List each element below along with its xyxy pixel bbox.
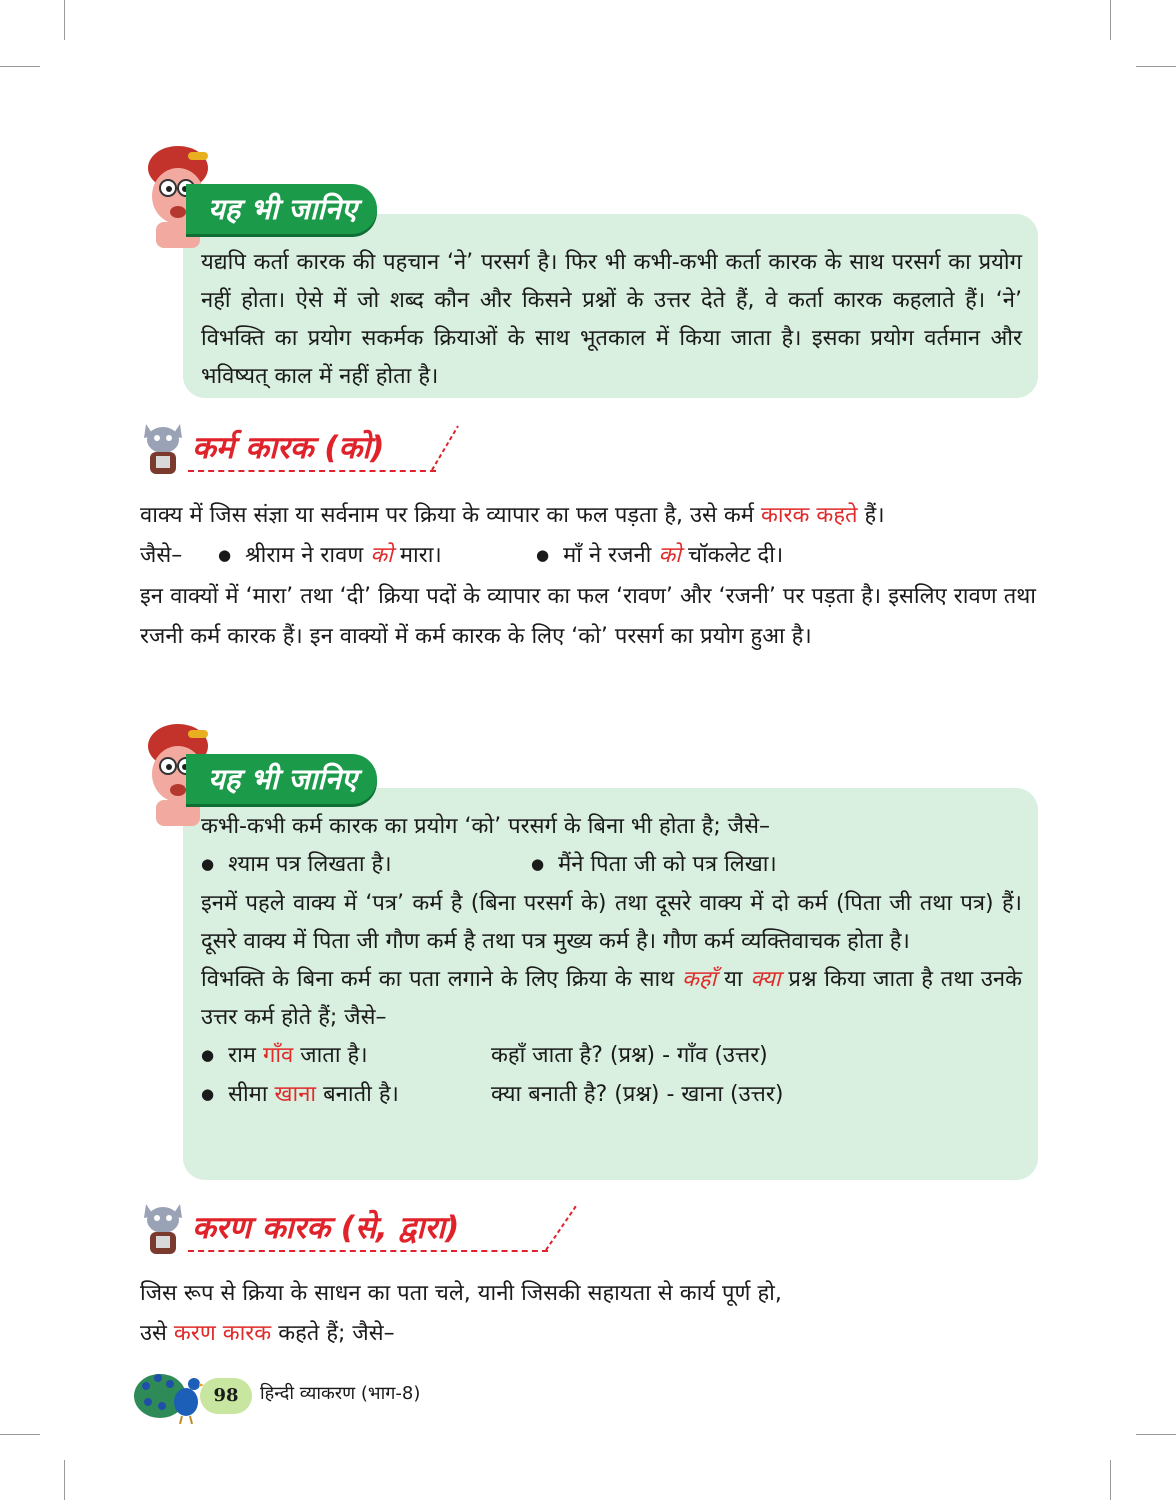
section-heading-karm: [140, 420, 470, 480]
crop-mark: [1110, 0, 1111, 40]
qa-row-2: [201, 1076, 1022, 1115]
qa-sentence: ● राम गाँव जाता है।: [201, 1037, 491, 1076]
crop-mark: [0, 1434, 40, 1435]
example-row: [140, 536, 1036, 577]
qa-answer: क्या बनाती है? (प्रश्न) - खाना (उत्तर): [491, 1082, 784, 1107]
heading-flourish: [430, 424, 460, 472]
section-heading-karan: [140, 1200, 580, 1260]
crop-mark: [0, 66, 40, 67]
info-box-1: [183, 214, 1038, 398]
qa-answer: कहाँ जाता है? (प्रश्न) - गाँव (उत्तर): [491, 1043, 768, 1068]
box-2-para-2: विभक्ति के बिना कर्म का पता लगाने के लिए क्रिया के साथ कहाँ या क्या प्रश्न किया जाता है तथा उनके उत्तर कर्म होते हैं; जैसे–: [201, 967, 1022, 1030]
peacock-icon: [132, 1366, 204, 1424]
book-title: हिन्दी व्याकरण (भाग-8): [260, 1383, 421, 1404]
heading-underline: [188, 470, 436, 472]
qa-row-1: [201, 1037, 1022, 1076]
definition: वाक्य में जिस संज्ञा या सर्वनाम पर क्रिया के व्यापार का फल पड़ता है, उसे कर्म कारक कहते हैं।: [140, 503, 885, 528]
highlight-term: कारक कहते: [760, 503, 858, 528]
page-number: 98: [200, 1378, 252, 1414]
crop-mark: [1136, 1434, 1176, 1435]
box-2-tag: यह भी जानिए: [186, 754, 377, 804]
section-1-body: [140, 496, 1036, 657]
section-title: कर्म कारक (को): [192, 430, 385, 466]
cat-mascot-icon: [140, 1200, 186, 1258]
highlight-term: करण कारक: [173, 1321, 272, 1346]
info-box-2: [183, 788, 1038, 1180]
crop-mark: [64, 0, 65, 40]
info-box-1-text: [201, 244, 1022, 396]
box-2-example-1: ● श्याम पत्र लिखता है।: [201, 846, 531, 885]
crop-mark: [1136, 66, 1176, 67]
section-2-body: [140, 1274, 1036, 1354]
section-title: करण कारक (से, द्वारा): [192, 1210, 460, 1246]
crop-mark: [64, 1460, 65, 1500]
crop-mark: [1110, 1460, 1111, 1500]
example-2: ● माँ ने रजनी को चॉकलेट दी।: [536, 536, 783, 577]
qa-sentence: ● सीमा खाना बनाती है।: [201, 1076, 491, 1115]
heading-underline: [188, 1250, 548, 1252]
example-1: ● श्रीराम ने रावण को मारा।: [218, 536, 536, 577]
box-2-example-2: ● मैंने पिता जी को पत्र लिखा।: [531, 846, 777, 885]
cat-mascot-icon: [140, 420, 186, 478]
box-2-line-1: कभी-कभी कर्म कारक का प्रयोग ‘को’ परसर्ग के बिना भी होता है; जैसे–: [201, 814, 770, 839]
example-label: जैसे–: [140, 543, 183, 568]
info-box-2-text: [201, 808, 1022, 1115]
explanation: इन वाक्यों में ‘मारा’ तथा ‘दी’ क्रिया पदों के व्यापार का फल ‘रावण’ और ‘रजनी’ पर पड़ता है। इसलिए रावण तथा रजनी कर्म कारक हैं। इन वाक्यों में कर्म कारक के लिए ‘को’ परसर्ग का प्रयोग हुआ है।: [140, 584, 1036, 649]
karan-definition-line-2: उसे करण कारक कहते हैं; जैसे–: [140, 1321, 395, 1346]
box-1-tag: यह भी जानिए: [186, 184, 377, 234]
box-2-para-1: इनमें पहले वाक्य में ‘पत्र’ कर्म है (बिना परसर्ग के) तथा दूसरे वाक्य में दो कर्म (पिता जी तथा पत्र) हैं। दूसरे वाक्य में पिता जी गौण कर्म है तथा पत्र मुख्य कर्म है। गौण कर्म व्यक्तिवाचक होता है।: [201, 891, 1022, 954]
heading-flourish: [544, 1204, 578, 1252]
karan-definition-line-1: जिस रूप से क्रिया के साधन का पता चले, यानी जिसकी सहायता से कार्य पूर्ण हो,: [140, 1281, 782, 1306]
box-2-examples: [201, 846, 1022, 885]
info-paragraph: यद्यपि कर्ता कारक की पहचान ‘ने’ परसर्ग है। फिर भी कभी-कभी कर्ता कारक के साथ परसर्ग का प्रयोग नहीं होता। ऐसे में जो शब्द कौन और किसने प्रश्नों के उत्तर देते हैं, वे कर्ता कारक कहलाते हैं। ‘ने’ विभक्ति का प्रयोग सकर्मक क्रियाओं के साथ भूतकाल में किया जाता है। इसका प्रयोग वर्तमान और भविष्यत् काल में नहीं होता है।: [201, 250, 1022, 389]
